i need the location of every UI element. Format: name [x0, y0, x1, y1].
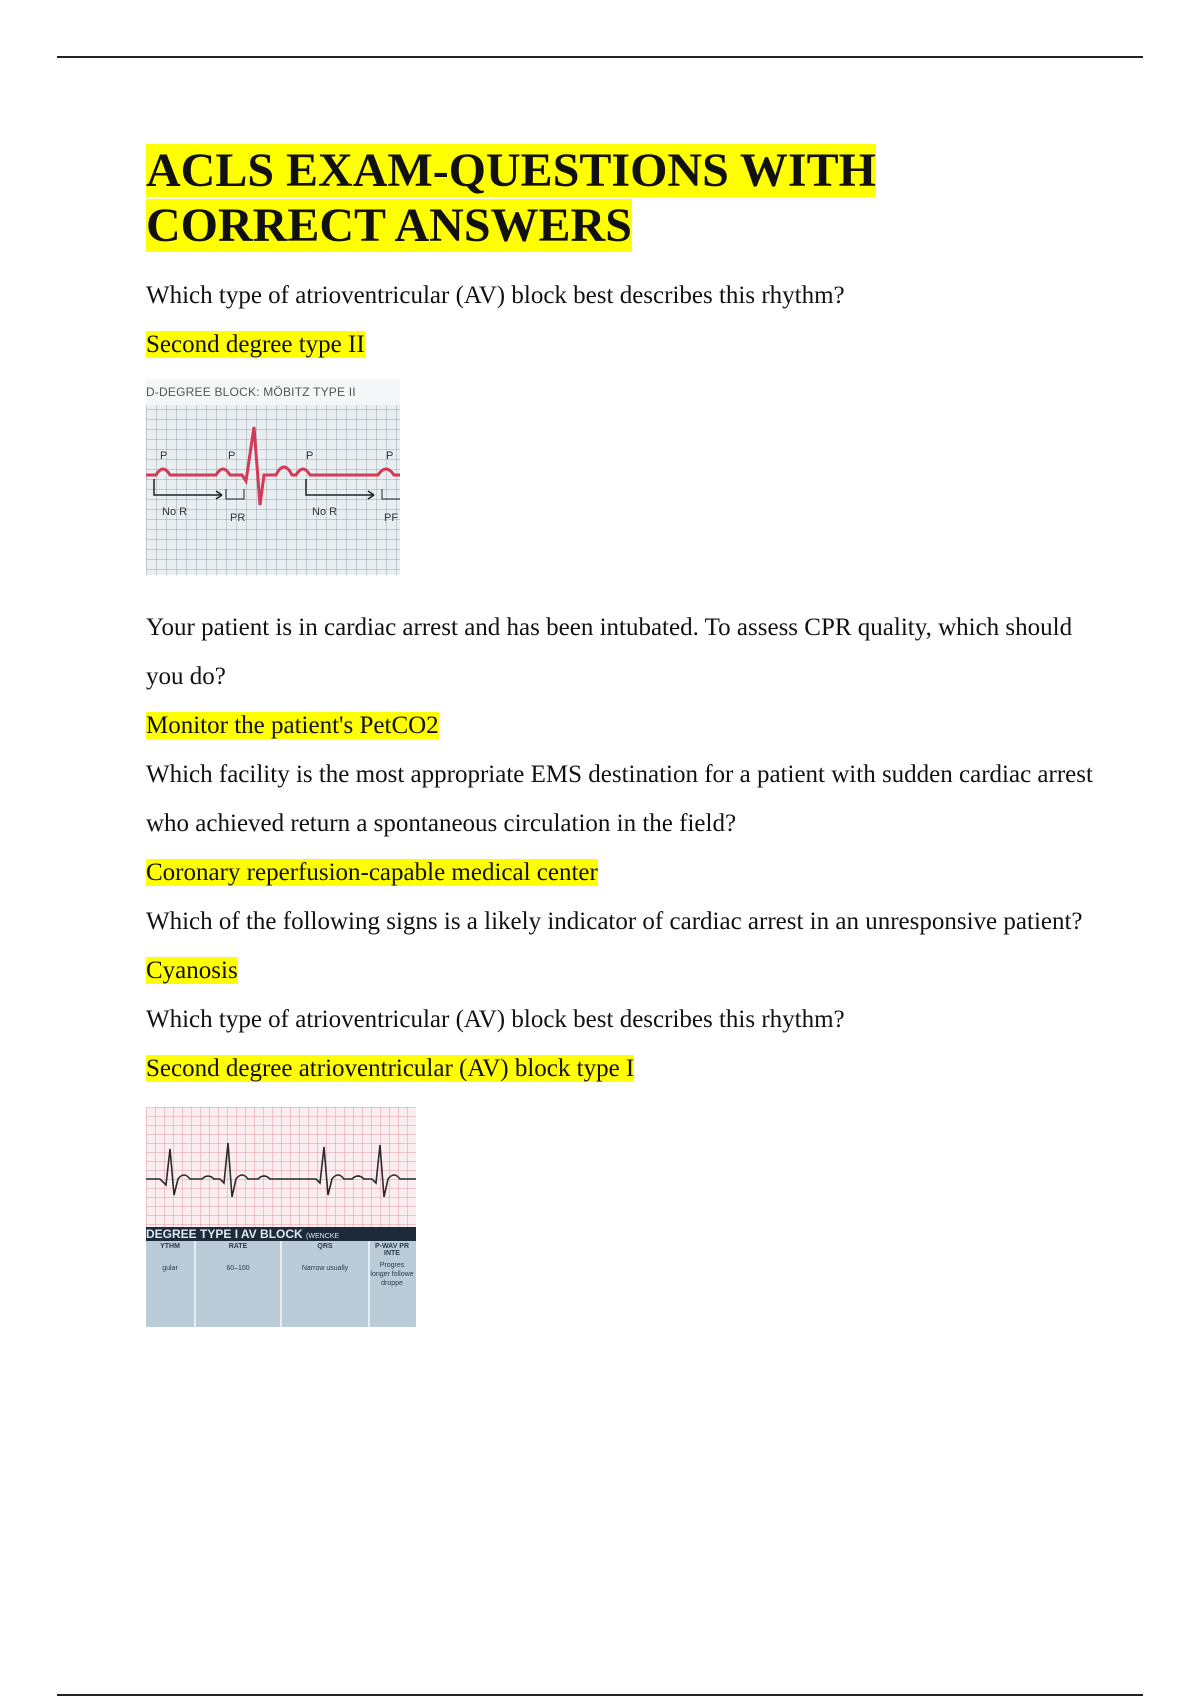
question-4: Which of the following signs is a likely indicator of cardiac arrest in an unresponsive patient?	[146, 908, 1083, 935]
answer-4	[146, 946, 1106, 995]
p-label-1: P	[160, 450, 168, 462]
ecg-wenckebach-image	[146, 1107, 416, 1327]
question-2a: Your patient is in cardiac arrest and has been intubated. To assess CPR quality, which should you do?	[146, 614, 1073, 690]
ecg-2-header	[146, 1227, 416, 1241]
question-3: Which facility is the most appropriate EMS destination for a patient with sudden cardiac arrest who achieved return a spontaneous circulation in the field?	[146, 761, 1093, 837]
p-label-3: P	[306, 450, 314, 462]
answer-5	[146, 1044, 1106, 1093]
p-label-4: P	[386, 450, 394, 462]
ecg-2-col-pwave	[370, 1241, 414, 1327]
document-title	[146, 143, 1106, 253]
ecg-2-col-value: gular	[162, 1265, 178, 1272]
ecg-2-col-rhythm	[146, 1241, 196, 1327]
question-1: Which type of atrioventricular (AV) block best describes this rhythm?	[146, 282, 845, 309]
no-pr-label-2: No R	[312, 506, 338, 518]
ecg-2-col-head: YTHM	[160, 1243, 180, 1250]
ecg-1-caption: D-DEGREE BLOCK: MÖBITZ TYPE II	[146, 379, 400, 405]
ecg-2-col-head: RATE	[228, 1243, 248, 1250]
document-body	[146, 143, 1106, 1327]
answer-4-highlight: Cyanosis	[146, 957, 238, 984]
answer-5-highlight: Second degree atrioventricular (AV) block type I	[146, 1055, 635, 1082]
header-rule	[57, 56, 1143, 58]
answer-1	[146, 320, 1106, 369]
answer-2	[146, 701, 1106, 750]
ecg-2-col-head: P-WAV PR INTE	[374, 1243, 410, 1257]
pr-label-1: PR	[230, 512, 246, 524]
title-highlight: ACLS EXAM-QUESTIONS WITH CORRECT ANSWERS	[146, 144, 876, 252]
ecg-mobitz-type-ii-image	[146, 379, 400, 575]
no-pr-label-1: No R	[162, 506, 188, 518]
answer-1-highlight: Second degree type II	[146, 331, 365, 358]
p-label-2: P	[228, 450, 236, 462]
ecg-2-col-value: Progres longer followe droppe	[370, 1262, 414, 1287]
footer-rule	[57, 1694, 1143, 1696]
answer-2-highlight: Monitor the patient's PetCO2	[146, 712, 439, 739]
ecg-2-trace	[146, 1107, 416, 1227]
ecg-2-col-head: QRS	[317, 1243, 333, 1250]
question-5: Which type of atrioventricular (AV) block best describes this rhythm?	[146, 1006, 845, 1033]
ecg-2-table	[146, 1241, 416, 1327]
ecg-2-col-rate	[196, 1241, 282, 1327]
ecg-2-header-title: DEGREE TYPE I AV BLOCK	[146, 1227, 303, 1241]
answer-3-highlight: Coronary reperfusion-capable medical center	[146, 859, 598, 886]
ecg-2-col-value: Narrow usually	[301, 1265, 349, 1272]
ecg-2-header-tag: (WENCKE	[306, 1233, 340, 1240]
ecg-2-col-value: 60–100	[226, 1265, 250, 1272]
pr-label-2: PF	[384, 512, 399, 524]
ecg-2-col-qrs	[282, 1241, 370, 1327]
answer-3	[146, 848, 1106, 897]
ecg-1-trace	[146, 379, 400, 575]
